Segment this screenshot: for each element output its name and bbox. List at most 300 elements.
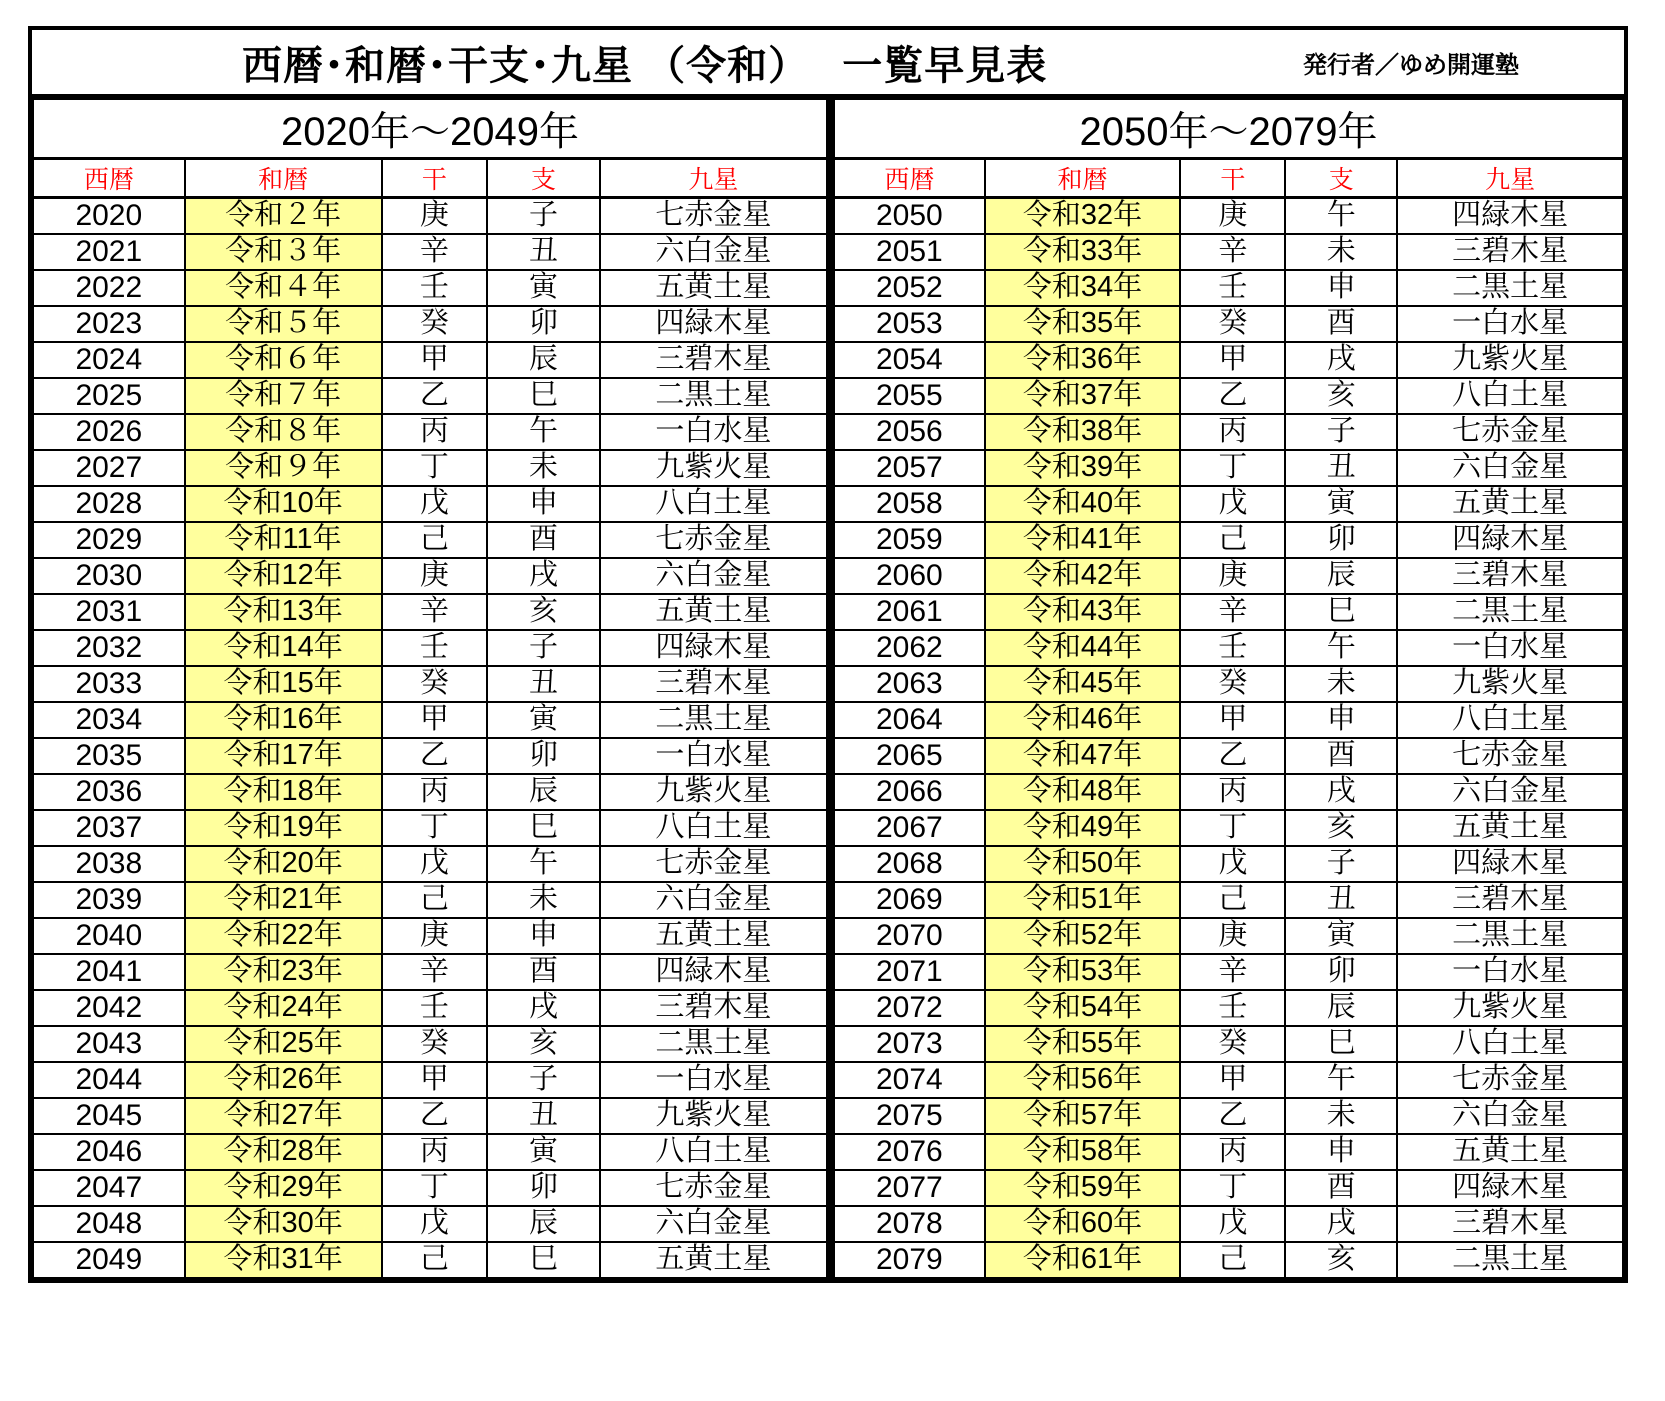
cell-shi: 未 xyxy=(1285,234,1397,270)
cell-kyusei: 八白土星 xyxy=(600,486,827,522)
cell-kyusei: 二黒土星 xyxy=(600,702,827,738)
table-row xyxy=(33,774,827,810)
cell-kan: 丙 xyxy=(382,1134,488,1170)
cell-kan: 甲 xyxy=(1180,702,1285,738)
cell-wareki: 令和55年 xyxy=(985,1026,1181,1062)
cell-kyusei: 五黄土星 xyxy=(600,594,827,630)
cell-kyusei: 七赤金星 xyxy=(1397,414,1623,450)
cell-wareki: 令和36年 xyxy=(985,342,1181,378)
cell-shi: 申 xyxy=(1285,270,1397,306)
cell-kyusei: 八白土星 xyxy=(600,810,827,846)
cell-kan: 戊 xyxy=(1180,486,1285,522)
cell-seireki: 2023 xyxy=(33,306,185,342)
cell-seireki: 2024 xyxy=(33,342,185,378)
table-row xyxy=(834,666,1623,702)
cell-kan: 癸 xyxy=(1180,1026,1285,1062)
cell-shi: 酉 xyxy=(487,522,600,558)
table-row xyxy=(33,1062,827,1098)
cell-wareki: 令和39年 xyxy=(985,450,1181,486)
cell-kyusei: 六白金星 xyxy=(600,1206,827,1242)
cell-wareki: 令和13年 xyxy=(185,594,382,630)
cell-shi: 卯 xyxy=(487,738,600,774)
column-header-row xyxy=(33,159,827,198)
table-row xyxy=(834,738,1623,774)
table-row xyxy=(33,306,827,342)
cell-wareki: 令和54年 xyxy=(985,990,1181,1026)
cell-wareki: 令和47年 xyxy=(985,738,1181,774)
cell-kyusei: 九紫火星 xyxy=(600,450,827,486)
cell-wareki: 令和30年 xyxy=(185,1206,382,1242)
year-table-body-1 xyxy=(834,198,1623,1278)
cell-kan: 壬 xyxy=(1180,270,1285,306)
cell-wareki: 令和23年 xyxy=(185,954,382,990)
cell-seireki: 2065 xyxy=(834,738,985,774)
cell-kyusei: 一白水星 xyxy=(600,414,827,450)
cell-kyusei: 七赤金星 xyxy=(600,1170,827,1206)
cell-kan: 丁 xyxy=(1180,810,1285,846)
cell-seireki: 2036 xyxy=(33,774,185,810)
table-row xyxy=(834,378,1623,414)
cell-seireki: 2041 xyxy=(33,954,185,990)
table-row xyxy=(834,558,1623,594)
cell-seireki: 2032 xyxy=(33,630,185,666)
cell-kyusei: 一白水星 xyxy=(1397,630,1623,666)
cell-kan: 己 xyxy=(1180,882,1285,918)
cell-kan: 戊 xyxy=(1180,1206,1285,1242)
table-row xyxy=(834,954,1623,990)
cell-kan: 癸 xyxy=(1180,306,1285,342)
cell-kan: 戊 xyxy=(382,846,488,882)
cell-shi: 子 xyxy=(487,1062,600,1098)
cell-kan: 庚 xyxy=(1180,558,1285,594)
table-row xyxy=(33,1098,827,1134)
cell-shi: 辰 xyxy=(1285,990,1397,1026)
cell-kyusei: 三碧木星 xyxy=(600,666,827,702)
cell-seireki: 2028 xyxy=(33,486,185,522)
table-row xyxy=(33,522,827,558)
cell-seireki: 2034 xyxy=(33,702,185,738)
table-row xyxy=(834,450,1623,486)
table-row xyxy=(834,990,1623,1026)
column-header-row xyxy=(834,159,1623,198)
cell-wareki: 令和16年 xyxy=(185,702,382,738)
col-header-wareki: 和暦 xyxy=(985,159,1181,198)
cell-wareki: 令和８年 xyxy=(185,414,382,450)
cell-seireki: 2052 xyxy=(834,270,985,306)
cell-shi: 寅 xyxy=(487,1134,600,1170)
range-header-row xyxy=(33,99,827,159)
cell-kyusei: 四緑木星 xyxy=(600,306,827,342)
cell-seireki: 2067 xyxy=(834,810,985,846)
cell-kan: 甲 xyxy=(382,1062,488,1098)
cell-kyusei: 八白土星 xyxy=(1397,378,1623,414)
cell-shi: 亥 xyxy=(1285,378,1397,414)
cell-kyusei: 四緑木星 xyxy=(1397,1170,1623,1206)
cell-kyusei: 九紫火星 xyxy=(1397,666,1623,702)
cell-kan: 癸 xyxy=(382,666,488,702)
right-half-2050-2079 xyxy=(828,98,1624,1279)
cell-seireki: 2066 xyxy=(834,774,985,810)
cell-kan: 癸 xyxy=(382,306,488,342)
cell-kyusei: 八白土星 xyxy=(1397,1026,1623,1062)
cell-shi: 酉 xyxy=(487,954,600,990)
cell-shi: 亥 xyxy=(487,1026,600,1062)
cell-kan: 丁 xyxy=(1180,450,1285,486)
cell-shi: 戌 xyxy=(1285,342,1397,378)
cell-shi: 巳 xyxy=(487,378,600,414)
cell-kyusei: 二黒土星 xyxy=(600,1026,827,1062)
cell-wareki: 令和35年 xyxy=(985,306,1181,342)
cell-seireki: 2059 xyxy=(834,522,985,558)
cell-kan: 己 xyxy=(382,1242,488,1278)
cell-kan: 戊 xyxy=(1180,846,1285,882)
cell-wareki: 令和46年 xyxy=(985,702,1181,738)
cell-kan: 甲 xyxy=(382,702,488,738)
cell-kyusei: 六白金星 xyxy=(1397,450,1623,486)
cell-shi: 丑 xyxy=(487,1098,600,1134)
cell-wareki: 令和26年 xyxy=(185,1062,382,1098)
table-row xyxy=(33,270,827,306)
cell-kyusei: 七赤金星 xyxy=(600,198,827,234)
cell-kan: 壬 xyxy=(382,990,488,1026)
cell-wareki: 令和58年 xyxy=(985,1134,1181,1170)
cell-shi: 酉 xyxy=(1285,306,1397,342)
cell-shi: 辰 xyxy=(487,774,600,810)
cell-kyusei: 一白水星 xyxy=(1397,306,1623,342)
cell-kyusei: 三碧木星 xyxy=(600,990,827,1026)
cell-wareki: 令和７年 xyxy=(185,378,382,414)
cell-wareki: 令和50年 xyxy=(985,846,1181,882)
cell-seireki: 2043 xyxy=(33,1026,185,1062)
cell-shi: 子 xyxy=(1285,414,1397,450)
cell-shi: 申 xyxy=(487,918,600,954)
cell-seireki: 2057 xyxy=(834,450,985,486)
cell-shi: 丑 xyxy=(1285,882,1397,918)
table-row xyxy=(834,414,1623,450)
table-row xyxy=(33,810,827,846)
cell-seireki: 2074 xyxy=(834,1062,985,1098)
cell-kyusei: 四緑木星 xyxy=(1397,522,1623,558)
cell-kyusei: 三碧木星 xyxy=(1397,234,1623,270)
cell-kan: 甲 xyxy=(1180,342,1285,378)
table-row xyxy=(834,882,1623,918)
col-header-seireki: 西暦 xyxy=(33,159,185,198)
cell-kyusei: 八白土星 xyxy=(1397,702,1623,738)
year-table-left-head xyxy=(33,99,827,198)
cell-kan: 乙 xyxy=(1180,1098,1285,1134)
table-row xyxy=(834,774,1623,810)
cell-kan: 丙 xyxy=(1180,774,1285,810)
cell-shi: 子 xyxy=(487,630,600,666)
cell-kyusei: 二黒土星 xyxy=(1397,918,1623,954)
cell-kan: 辛 xyxy=(382,954,488,990)
cell-wareki: 令和２年 xyxy=(185,198,382,234)
cell-wareki: 令和28年 xyxy=(185,1134,382,1170)
cell-kyusei: 五黄土星 xyxy=(1397,1134,1623,1170)
table-row xyxy=(834,1134,1623,1170)
cell-seireki: 2033 xyxy=(33,666,185,702)
cell-seireki: 2027 xyxy=(33,450,185,486)
cell-kyusei: 五黄土星 xyxy=(1397,486,1623,522)
range-header-row xyxy=(834,99,1623,159)
cell-wareki: 令和22年 xyxy=(185,918,382,954)
cell-wareki: 令和15年 xyxy=(185,666,382,702)
cell-wareki: 令和４年 xyxy=(185,270,382,306)
cell-kan: 甲 xyxy=(1180,1062,1285,1098)
table-row xyxy=(834,1170,1623,1206)
col-header-kan: 干 xyxy=(382,159,488,198)
cell-kan: 乙 xyxy=(382,378,488,414)
cell-seireki: 2029 xyxy=(33,522,185,558)
cell-kan: 丙 xyxy=(382,774,488,810)
table-row xyxy=(33,1170,827,1206)
cell-seireki: 2035 xyxy=(33,738,185,774)
cell-seireki: 2078 xyxy=(834,1206,985,1242)
cell-kyusei: 五黄土星 xyxy=(600,270,827,306)
table-row xyxy=(33,342,827,378)
cell-kyusei: 五黄土星 xyxy=(600,1242,827,1278)
cell-seireki: 2026 xyxy=(33,414,185,450)
cell-kan: 辛 xyxy=(382,594,488,630)
table-row xyxy=(834,270,1623,306)
cell-shi: 卯 xyxy=(1285,954,1397,990)
cell-seireki: 2077 xyxy=(834,1170,985,1206)
page-title: 西暦･和暦･干支･九星 （令和） 一覧早見表 xyxy=(242,43,1048,88)
cell-wareki: 令和11年 xyxy=(185,522,382,558)
col-header-shi: 支 xyxy=(1285,159,1397,198)
cell-kyusei: 一白水星 xyxy=(600,738,827,774)
table-row xyxy=(834,486,1623,522)
cell-wareki: 令和18年 xyxy=(185,774,382,810)
table-halves xyxy=(32,98,1624,1279)
cell-kan: 乙 xyxy=(1180,738,1285,774)
cell-shi: 卯 xyxy=(1285,522,1397,558)
cell-wareki: 令和５年 xyxy=(185,306,382,342)
table-row xyxy=(33,1026,827,1062)
cell-kyusei: 六白金星 xyxy=(600,882,827,918)
cell-kan: 壬 xyxy=(382,270,488,306)
cell-kyusei: 四緑木星 xyxy=(600,954,827,990)
cell-seireki: 2072 xyxy=(834,990,985,1026)
cell-seireki: 2038 xyxy=(33,846,185,882)
cell-wareki: 令和９年 xyxy=(185,450,382,486)
cell-seireki: 2025 xyxy=(33,378,185,414)
cell-shi: 酉 xyxy=(1285,1170,1397,1206)
cell-seireki: 2070 xyxy=(834,918,985,954)
cell-kan: 辛 xyxy=(1180,594,1285,630)
cell-seireki: 2061 xyxy=(834,594,985,630)
cell-wareki: 令和56年 xyxy=(985,1062,1181,1098)
table-row xyxy=(33,846,827,882)
cell-wareki: 令和34年 xyxy=(985,270,1181,306)
table-row xyxy=(834,234,1623,270)
cell-shi: 戌 xyxy=(1285,1206,1397,1242)
cell-wareki: 令和45年 xyxy=(985,666,1181,702)
cell-wareki: 令和25年 xyxy=(185,1026,382,1062)
cell-wareki: 令和53年 xyxy=(985,954,1181,990)
cell-seireki: 2045 xyxy=(33,1098,185,1134)
cell-wareki: 令和10年 xyxy=(185,486,382,522)
cell-wareki: 令和49年 xyxy=(985,810,1181,846)
cell-shi: 午 xyxy=(487,414,600,450)
range-header-left: 2020年～2049年 xyxy=(33,99,827,159)
table-row xyxy=(834,846,1623,882)
cell-wareki: 令和３年 xyxy=(185,234,382,270)
cell-shi: 戌 xyxy=(487,558,600,594)
cell-shi: 丑 xyxy=(1285,450,1397,486)
table-row xyxy=(33,666,827,702)
cell-kyusei: 九紫火星 xyxy=(1397,990,1623,1026)
year-table-left xyxy=(32,98,828,1279)
cell-seireki: 2058 xyxy=(834,486,985,522)
cell-kan: 辛 xyxy=(1180,234,1285,270)
cell-seireki: 2022 xyxy=(33,270,185,306)
cell-kan: 己 xyxy=(382,882,488,918)
cell-kan: 己 xyxy=(1180,1242,1285,1278)
table-row xyxy=(834,630,1623,666)
cell-kan: 丁 xyxy=(382,450,488,486)
title-bar xyxy=(32,30,1624,98)
cell-kyusei: 九紫火星 xyxy=(600,774,827,810)
cell-seireki: 2060 xyxy=(834,558,985,594)
cell-kan: 丙 xyxy=(382,414,488,450)
cell-kan: 己 xyxy=(1180,522,1285,558)
cell-kyusei: 六白金星 xyxy=(1397,774,1623,810)
cell-kyusei: 九紫火星 xyxy=(600,1098,827,1134)
cell-wareki: 令和６年 xyxy=(185,342,382,378)
col-header-kan: 干 xyxy=(1180,159,1285,198)
cell-kan: 戊 xyxy=(382,1206,488,1242)
col-header-shi: 支 xyxy=(487,159,600,198)
cell-wareki: 令和48年 xyxy=(985,774,1181,810)
cell-kan: 乙 xyxy=(382,1098,488,1134)
cell-seireki: 2071 xyxy=(834,954,985,990)
cell-seireki: 2050 xyxy=(834,198,985,234)
cell-kyusei: 一白水星 xyxy=(1397,954,1623,990)
cell-shi: 寅 xyxy=(1285,918,1397,954)
cell-seireki: 2073 xyxy=(834,1026,985,1062)
publisher-label: 発行者／ゆめ開運塾 xyxy=(1303,51,1519,79)
cell-seireki: 2040 xyxy=(33,918,185,954)
table-row xyxy=(33,702,827,738)
cell-kyusei: 六白金星 xyxy=(600,558,827,594)
cell-kyusei: 二黒土星 xyxy=(1397,270,1623,306)
table-row xyxy=(33,558,827,594)
cell-kan: 丁 xyxy=(1180,1170,1285,1206)
cell-shi: 戌 xyxy=(487,990,600,1026)
cell-wareki: 令和24年 xyxy=(185,990,382,1026)
cell-kan: 庚 xyxy=(1180,198,1285,234)
left-half-2020-2049 xyxy=(32,98,828,1279)
cell-seireki: 2020 xyxy=(33,198,185,234)
cell-kyusei: 七赤金星 xyxy=(600,522,827,558)
cell-wareki: 令和44年 xyxy=(985,630,1181,666)
year-table-right xyxy=(833,98,1624,1279)
cell-kyusei: 二黒土星 xyxy=(1397,1242,1623,1278)
table-row xyxy=(834,1242,1623,1278)
table-row xyxy=(834,1062,1623,1098)
cell-shi: 卯 xyxy=(487,306,600,342)
table-row xyxy=(834,918,1623,954)
cell-kyusei: 四緑木星 xyxy=(1397,198,1623,234)
cell-kan: 癸 xyxy=(1180,666,1285,702)
table-row xyxy=(33,414,827,450)
cell-wareki: 令和37年 xyxy=(985,378,1181,414)
cell-shi: 子 xyxy=(1285,846,1397,882)
cell-seireki: 2064 xyxy=(834,702,985,738)
cell-seireki: 2063 xyxy=(834,666,985,702)
cell-kyusei: 四緑木星 xyxy=(1397,846,1623,882)
cell-seireki: 2044 xyxy=(33,1062,185,1098)
year-table-body-0 xyxy=(33,198,827,1278)
cell-wareki: 令和29年 xyxy=(185,1170,382,1206)
cell-wareki: 令和40年 xyxy=(985,486,1181,522)
cell-wareki: 令和21年 xyxy=(185,882,382,918)
table-row xyxy=(834,1026,1623,1062)
table-row xyxy=(33,1206,827,1242)
cell-seireki: 2056 xyxy=(834,414,985,450)
cell-shi: 巳 xyxy=(487,1242,600,1278)
cell-kyusei: 一白水星 xyxy=(600,1062,827,1098)
cell-wareki: 令和61年 xyxy=(985,1242,1181,1278)
cell-kyusei: 四緑木星 xyxy=(600,630,827,666)
cell-kyusei: 二黒土星 xyxy=(1397,594,1623,630)
cell-kan: 乙 xyxy=(382,738,488,774)
table-row xyxy=(834,306,1623,342)
cell-kyusei: 八白土星 xyxy=(600,1134,827,1170)
cell-shi: 申 xyxy=(487,486,600,522)
reference-sheet xyxy=(28,26,1628,1283)
cell-seireki: 2068 xyxy=(834,846,985,882)
cell-kan: 庚 xyxy=(1180,918,1285,954)
cell-wareki: 令和19年 xyxy=(185,810,382,846)
cell-kyusei: 五黄土星 xyxy=(1397,810,1623,846)
cell-shi: 未 xyxy=(1285,666,1397,702)
table-row xyxy=(33,234,827,270)
cell-kyusei: 三碧木星 xyxy=(1397,1206,1623,1242)
cell-shi: 亥 xyxy=(1285,810,1397,846)
cell-kan: 庚 xyxy=(382,558,488,594)
cell-wareki: 令和51年 xyxy=(985,882,1181,918)
table-row xyxy=(834,198,1623,234)
cell-wareki: 令和43年 xyxy=(985,594,1181,630)
cell-kan: 乙 xyxy=(1180,378,1285,414)
table-row xyxy=(33,486,827,522)
cell-seireki: 2054 xyxy=(834,342,985,378)
col-header-seireki: 西暦 xyxy=(834,159,985,198)
cell-seireki: 2049 xyxy=(33,1242,185,1278)
cell-shi: 亥 xyxy=(1285,1242,1397,1278)
cell-kan: 甲 xyxy=(382,342,488,378)
cell-shi: 辰 xyxy=(487,1206,600,1242)
cell-seireki: 2037 xyxy=(33,810,185,846)
table-row xyxy=(33,954,827,990)
cell-shi: 子 xyxy=(487,198,600,234)
cell-shi: 未 xyxy=(1285,1098,1397,1134)
cell-shi: 寅 xyxy=(487,270,600,306)
cell-kan: 癸 xyxy=(382,1026,488,1062)
cell-seireki: 2079 xyxy=(834,1242,985,1278)
cell-seireki: 2062 xyxy=(834,630,985,666)
cell-wareki: 令和38年 xyxy=(985,414,1181,450)
cell-seireki: 2055 xyxy=(834,378,985,414)
col-header-kyusei: 九星 xyxy=(1397,159,1623,198)
cell-wareki: 令和17年 xyxy=(185,738,382,774)
cell-kan: 庚 xyxy=(382,918,488,954)
table-row xyxy=(834,594,1623,630)
cell-seireki: 2030 xyxy=(33,558,185,594)
table-row xyxy=(33,198,827,234)
